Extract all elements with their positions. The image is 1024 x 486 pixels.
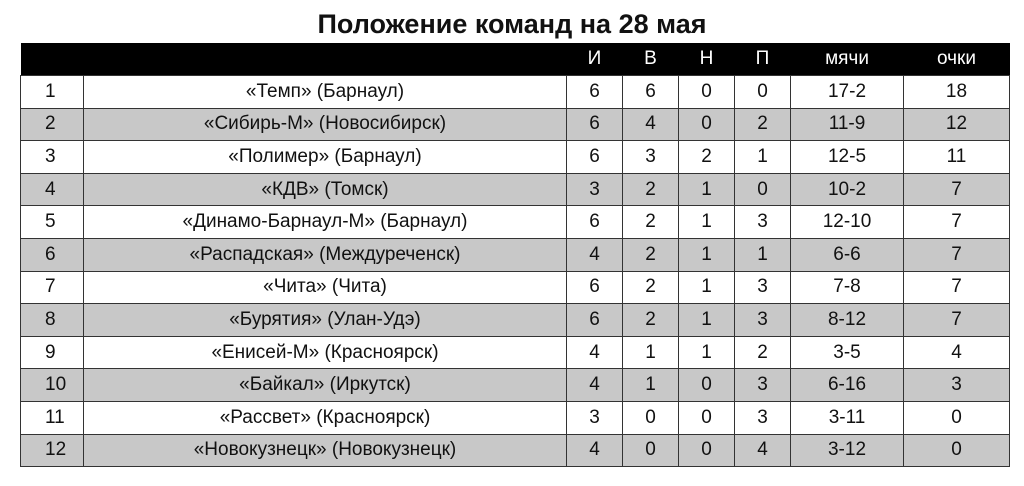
header-points: очки — [937, 48, 976, 69]
lost-cell: 3 — [735, 369, 791, 402]
played-cell: 3 — [567, 173, 623, 206]
played-cell: 6 — [567, 141, 623, 174]
drawn-cell: 0 — [679, 434, 735, 467]
drawn-cell: 2 — [679, 141, 735, 174]
table-row — [21, 173, 1010, 206]
team-cell: «Сибирь-М» (Новосибирск) — [84, 108, 567, 141]
points-cell: 7 — [904, 238, 1010, 271]
goals-cell: 12-5 — [791, 141, 904, 174]
played-cell: 4 — [567, 369, 623, 402]
position-cell: 10 — [21, 369, 84, 402]
lost-cell: 2 — [735, 108, 791, 141]
goals-cell: 3-5 — [791, 336, 904, 369]
team-cell: «Чита» (Чита) — [84, 271, 567, 304]
drawn-cell: 1 — [679, 271, 735, 304]
won-cell: 1 — [623, 336, 679, 369]
played-cell: 4 — [567, 434, 623, 467]
won-cell: 2 — [623, 173, 679, 206]
header-team — [84, 43, 567, 76]
goals-cell: 8-12 — [791, 304, 904, 337]
team-cell: «Распадская» (Междуреченск) — [84, 238, 567, 271]
played-cell: 6 — [567, 271, 623, 304]
goals-cell: 10-2 — [791, 173, 904, 206]
position-cell: 6 — [21, 238, 84, 271]
lost-cell: 0 — [735, 173, 791, 206]
team-cell: «Рассвет» (Красноярск) — [84, 401, 567, 434]
goals-cell: 6-16 — [791, 369, 904, 402]
header-played: И — [587, 48, 602, 69]
won-cell: 4 — [623, 108, 679, 141]
position-cell: 5 — [21, 206, 84, 239]
played-cell: 3 — [567, 401, 623, 434]
page-title: Положение команд на 28 мая — [317, 9, 707, 39]
points-cell: 0 — [904, 434, 1010, 467]
drawn-cell: 0 — [679, 108, 735, 141]
points-cell: 11 — [904, 141, 1010, 174]
won-cell: 2 — [623, 206, 679, 239]
points-cell: 4 — [904, 336, 1010, 369]
played-cell: 6 — [567, 206, 623, 239]
position-cell: 2 — [21, 108, 84, 141]
drawn-cell: 1 — [679, 206, 735, 239]
drawn-cell: 1 — [679, 238, 735, 271]
lost-cell: 3 — [735, 401, 791, 434]
goals-cell: 7-8 — [791, 271, 904, 304]
won-cell: 0 — [623, 401, 679, 434]
lost-cell: 2 — [735, 336, 791, 369]
points-cell: 7 — [904, 173, 1010, 206]
goals-cell: 17-2 — [791, 76, 904, 109]
lost-cell: 3 — [735, 304, 791, 337]
points-cell: 7 — [904, 304, 1010, 337]
table-row — [21, 271, 1010, 304]
drawn-cell: 0 — [679, 76, 735, 109]
table-row — [21, 108, 1010, 141]
team-cell: «Темп» (Барнаул) — [84, 76, 567, 109]
goals-cell: 12-10 — [791, 206, 904, 239]
won-cell: 2 — [623, 238, 679, 271]
played-cell: 6 — [567, 304, 623, 337]
position-cell: 8 — [21, 304, 84, 337]
goals-cell: 6-6 — [791, 238, 904, 271]
team-cell: «КДВ» (Томск) — [84, 173, 567, 206]
played-cell: 6 — [567, 76, 623, 109]
goals-cell: 3-12 — [791, 434, 904, 467]
team-cell: «Новокузнецк» (Новокузнецк) — [84, 434, 567, 467]
won-cell: 3 — [623, 141, 679, 174]
drawn-cell: 0 — [679, 369, 735, 402]
table-row — [21, 238, 1010, 271]
points-cell: 12 — [904, 108, 1010, 141]
team-cell: «Байкал» (Иркутск) — [84, 369, 567, 402]
lost-cell: 0 — [735, 76, 791, 109]
table-row — [21, 401, 1010, 434]
won-cell: 6 — [623, 76, 679, 109]
table-row — [21, 76, 1010, 109]
header-lost: П — [755, 48, 770, 69]
won-cell: 0 — [623, 434, 679, 467]
table-row — [21, 304, 1010, 337]
standings-table — [20, 43, 1010, 467]
table-row — [21, 369, 1010, 402]
lost-cell: 3 — [735, 206, 791, 239]
position-cell: 9 — [21, 336, 84, 369]
drawn-cell: 1 — [679, 336, 735, 369]
lost-cell: 4 — [735, 434, 791, 467]
lost-cell: 1 — [735, 141, 791, 174]
header-drawn: Н — [699, 48, 714, 69]
drawn-cell: 1 — [679, 304, 735, 337]
table-body — [21, 76, 1010, 467]
position-cell: 12 — [21, 434, 84, 467]
header-won: В — [644, 48, 657, 69]
table-row — [21, 434, 1010, 467]
table-row — [21, 206, 1010, 239]
played-cell: 6 — [567, 108, 623, 141]
drawn-cell: 0 — [679, 401, 735, 434]
won-cell: 1 — [623, 369, 679, 402]
played-cell: 4 — [567, 238, 623, 271]
goals-cell: 3-11 — [791, 401, 904, 434]
position-cell: 3 — [21, 141, 84, 174]
table-row — [21, 141, 1010, 174]
table-row — [21, 336, 1010, 369]
points-cell: 0 — [904, 401, 1010, 434]
points-cell: 3 — [904, 369, 1010, 402]
position-cell: 1 — [21, 76, 84, 109]
won-cell: 2 — [623, 304, 679, 337]
points-cell: 7 — [904, 271, 1010, 304]
position-cell: 7 — [21, 271, 84, 304]
team-cell: «Бурятия» (Улан-Удэ) — [84, 304, 567, 337]
lost-cell: 1 — [735, 238, 791, 271]
team-cell: «Полимер» (Барнаул) — [84, 141, 567, 174]
played-cell: 4 — [567, 336, 623, 369]
header-position — [21, 43, 84, 76]
team-cell: «Енисей-М» (Красноярск) — [84, 336, 567, 369]
points-cell: 18 — [904, 76, 1010, 109]
won-cell: 2 — [623, 271, 679, 304]
goals-cell: 11-9 — [791, 108, 904, 141]
lost-cell: 3 — [735, 271, 791, 304]
team-cell: «Динамо-Барнаул-М» (Барнаул) — [84, 206, 567, 239]
table-header-row — [21, 43, 1010, 76]
header-goals: мячи — [825, 48, 869, 69]
points-cell: 7 — [904, 206, 1010, 239]
drawn-cell: 1 — [679, 173, 735, 206]
position-cell: 4 — [21, 173, 84, 206]
position-cell: 11 — [21, 401, 84, 434]
